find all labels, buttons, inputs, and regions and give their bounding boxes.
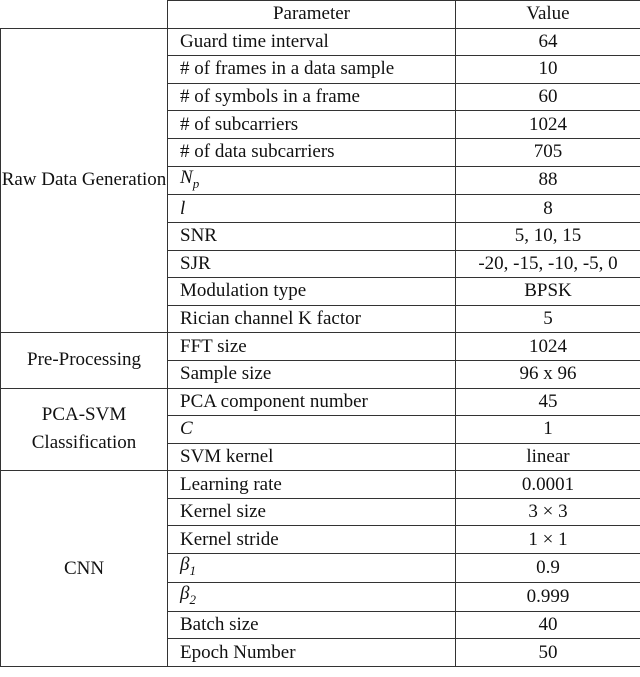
parameter-cell [168,278,456,306]
value-cell: 1024 [456,111,640,139]
parameter-cell [168,305,456,333]
value-cell: 88 [456,166,640,195]
parameter-name: N [180,166,193,188]
group-label: CNN [1,471,168,667]
value-cell: 10 [456,56,640,84]
parameter-header: Parameter [168,1,456,29]
parameter-subscript: 1 [189,562,196,578]
value-cell: 0.9 [456,554,640,583]
value-cell: 1 × 1 [456,526,640,554]
group-label: Pre-Processing [1,333,168,388]
parameter-name: FFT size [180,335,247,357]
value-cell: -20, -15, -10, -5, 0 [456,250,640,278]
parameter-cell [168,195,456,223]
parameter-cell [168,526,456,554]
parameter-name: SNR [180,225,217,247]
value-cell: 50 [456,639,640,667]
parameter-cell [168,498,456,526]
table-row [1,28,640,56]
parameter-name: l [180,197,186,219]
table-row [1,388,640,416]
parameter-cell [168,388,456,416]
table-row [1,333,640,361]
value-cell: 0.0001 [456,471,640,499]
parameter-cell [168,222,456,250]
parameter-name: SJR [180,252,211,274]
value-cell: 64 [456,28,640,56]
value-cell: 705 [456,138,640,166]
parameter-name: β [180,554,190,576]
parameter-cell [168,360,456,388]
parameter-cell [168,56,456,84]
parameter-cell [168,443,456,471]
parameter-cell [168,471,456,499]
value-cell: BPSK [456,278,640,306]
value-cell: 96 x 96 [456,360,640,388]
parameter-name: Learning rate [180,473,282,495]
parameter-cell [168,554,456,583]
value-cell: 60 [456,83,640,111]
value-cell: 3 × 3 [456,498,640,526]
value-cell: linear [456,443,640,471]
parameter-cell [168,611,456,639]
parameter-name: # of symbols in a frame [180,86,360,108]
parameter-name: SVM kernel [180,446,274,467]
parameter-cell [168,416,456,444]
parameter-name: # of frames in a data sample [180,58,395,80]
parameter-name: Guard time interval [180,30,329,52]
value-header: Value [456,1,640,29]
parameter-name: Sample size [180,363,272,385]
parameter-cell [168,250,456,278]
group-label: PCA-SVM Classification [1,388,168,471]
table-row [1,471,640,499]
parameter-name: PCA component number [180,390,368,412]
parameter-name: Kernel stride [180,528,279,550]
value-cell: 40 [456,611,640,639]
parameter-cell [168,639,456,667]
parameter-cell [168,138,456,166]
parameter-cell [168,166,456,195]
parameter-name: # of subcarriers [180,113,299,135]
value-cell: 1024 [456,333,640,361]
value-cell: 1 [456,416,640,444]
parameter-name: C [180,418,193,440]
parameter-cell [168,28,456,56]
group-label: Raw Data Generation [1,28,168,333]
parameter-name: Batch size [180,613,259,635]
parameter-cell [168,111,456,139]
value-cell: 45 [456,388,640,416]
header-row [1,1,640,29]
parameter-name: Rician channel K factor [180,308,361,330]
parameter-subscript: p [192,175,200,191]
parameter-name: Modulation type [180,280,307,302]
parameter-name: β [180,582,190,604]
value-cell: 8 [456,195,640,223]
blank-header-cell [1,1,168,29]
value-cell: 5, 10, 15 [456,222,640,250]
parameter-name: Kernel size [180,501,266,523]
parameter-cell [168,333,456,361]
value-cell: 0.999 [456,582,640,611]
parameter-cell [168,83,456,111]
parameter-cell [168,582,456,611]
parameter-name: # of data subcarriers [180,141,335,163]
parameter-subscript: 2 [189,591,196,607]
value-cell: 5 [456,305,640,333]
parameter-name: Epoch Number [180,641,296,663]
